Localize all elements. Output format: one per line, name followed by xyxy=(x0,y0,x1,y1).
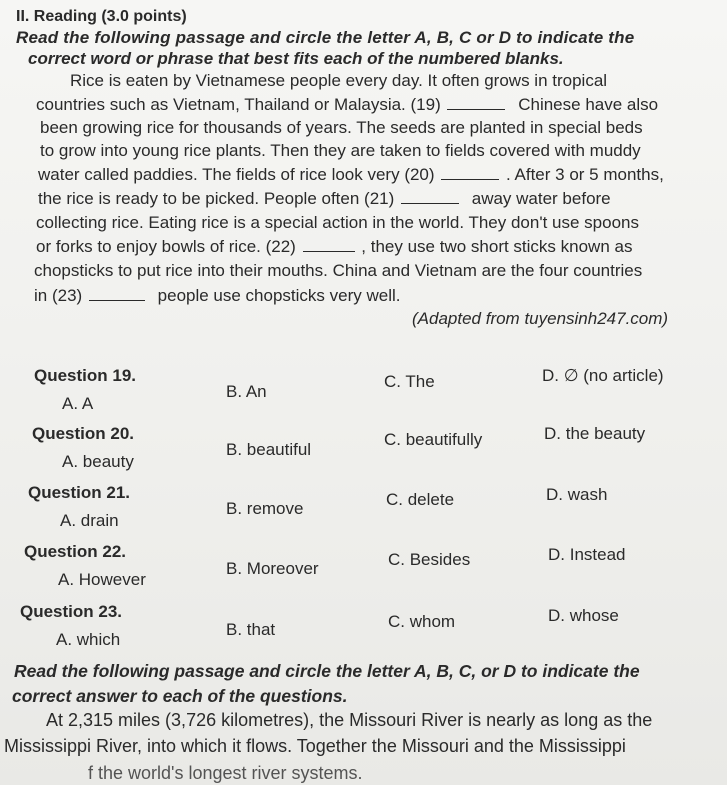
option-23-a[interactable]: A. which xyxy=(56,630,121,649)
passage-line-3: been growing rice for thousands of years. The seeds are planted in special beds xyxy=(40,118,643,137)
blank-20[interactable] xyxy=(441,178,499,180)
passage-text: . After 3 or 5 months, xyxy=(506,165,664,184)
passage2-line-1: At 2,315 miles (3,726 kilometres), the Missouri River is nearly as long as the xyxy=(46,710,653,730)
passage-line-7: collecting rice. Eating rice is a special action in the world. They don't use spoons xyxy=(36,213,639,232)
blank-19[interactable] xyxy=(447,108,505,110)
option-20-b[interactable]: B. beautiful xyxy=(226,440,312,459)
passage-text: countries such as Vietnam, Thailand or Malaysia. (19) xyxy=(36,95,441,114)
option-21-c[interactable]: C. delete xyxy=(386,490,455,509)
option-19-c[interactable]: C. The xyxy=(384,372,435,391)
question-19-label: Question 19. xyxy=(34,366,137,385)
passage-text: , they use two short sticks known as xyxy=(361,237,633,256)
option-23-c[interactable]: C. whom xyxy=(388,612,456,631)
option-22-a[interactable]: A. However xyxy=(58,570,146,589)
passage-line-5 xyxy=(38,164,664,186)
option-23-b[interactable]: B. that xyxy=(226,620,276,639)
instruction-2-line-1: Read the following passage and circle the letter A, B, C, or D to indicate the xyxy=(14,661,640,681)
passage-line-6 xyxy=(38,188,611,210)
blank-23[interactable] xyxy=(89,299,145,301)
passage-line-4: to grow into young rice plants. Then they are taken to fields covered with muddy xyxy=(40,141,641,160)
option-19-b[interactable]: B. An xyxy=(226,382,267,401)
passage2-line-3: f the world's longest river systems. xyxy=(88,763,363,783)
passage-line-1: Rice is eaten by Vietnamese people every day. It often grows in tropical xyxy=(70,71,608,90)
option-20-d[interactable]: D. the beauty xyxy=(544,424,646,443)
option-22-d[interactable]: D. Instead xyxy=(548,545,626,564)
passage-line-2 xyxy=(36,94,658,116)
option-21-b[interactable]: B. remove xyxy=(226,499,304,518)
option-21-a[interactable]: A. drain xyxy=(60,511,119,530)
question-22-label: Question 22. xyxy=(24,542,127,561)
passage-text: in (23) xyxy=(34,286,83,305)
passage-text: away water before xyxy=(471,189,611,208)
passage-line-9: chopsticks to put rice into their mouths. China and Vietnam are the four countries xyxy=(34,261,643,280)
passage-text: water called paddies. The fields of rice look very (20) xyxy=(38,165,435,184)
instruction-line-1: Read the following passage and circle the letter A, B, C or D to indicate the xyxy=(16,28,635,47)
passage-text: Chinese have also xyxy=(518,95,659,114)
passage-text: people use chopsticks very well. xyxy=(157,286,401,305)
section-heading: II. Reading (3.0 points) xyxy=(16,8,187,25)
passage-source: (Adapted from tuyensinh247.com) xyxy=(412,309,669,328)
passage-text: or forks to enjoy bowls of rice. (22) xyxy=(36,237,296,256)
option-23-d[interactable]: D. whose xyxy=(548,606,619,625)
question-20-label: Question 20. xyxy=(32,424,135,443)
passage-line-8 xyxy=(36,236,632,258)
blank-22[interactable] xyxy=(303,250,355,252)
option-20-c[interactable]: C. beautifully xyxy=(384,430,483,449)
passage-text: the rice is ready to be picked. People often (21) xyxy=(38,189,395,208)
option-21-d[interactable]: D. wash xyxy=(546,485,608,504)
question-21-label: Question 21. xyxy=(28,483,131,502)
option-22-c[interactable]: C. Besides xyxy=(388,550,471,569)
option-19-a[interactable]: A. A xyxy=(62,394,94,413)
blank-21[interactable] xyxy=(401,202,459,204)
option-20-a[interactable]: A. beauty xyxy=(62,452,134,471)
instruction-2-line-2: correct answer to each of the questions. xyxy=(12,686,348,706)
passage2-line-2: Mississippi River, into which it flows. Together the Missouri and the Mississippi xyxy=(4,736,626,756)
option-22-b[interactable]: B. Moreover xyxy=(226,559,319,578)
instruction-line-2: correct word or phrase that best fits each of the numbered blanks. xyxy=(28,49,564,68)
passage-line-10 xyxy=(34,285,401,307)
option-19-d[interactable]: D. ∅ (no article) xyxy=(542,366,664,385)
question-23-label: Question 23. xyxy=(20,602,123,621)
